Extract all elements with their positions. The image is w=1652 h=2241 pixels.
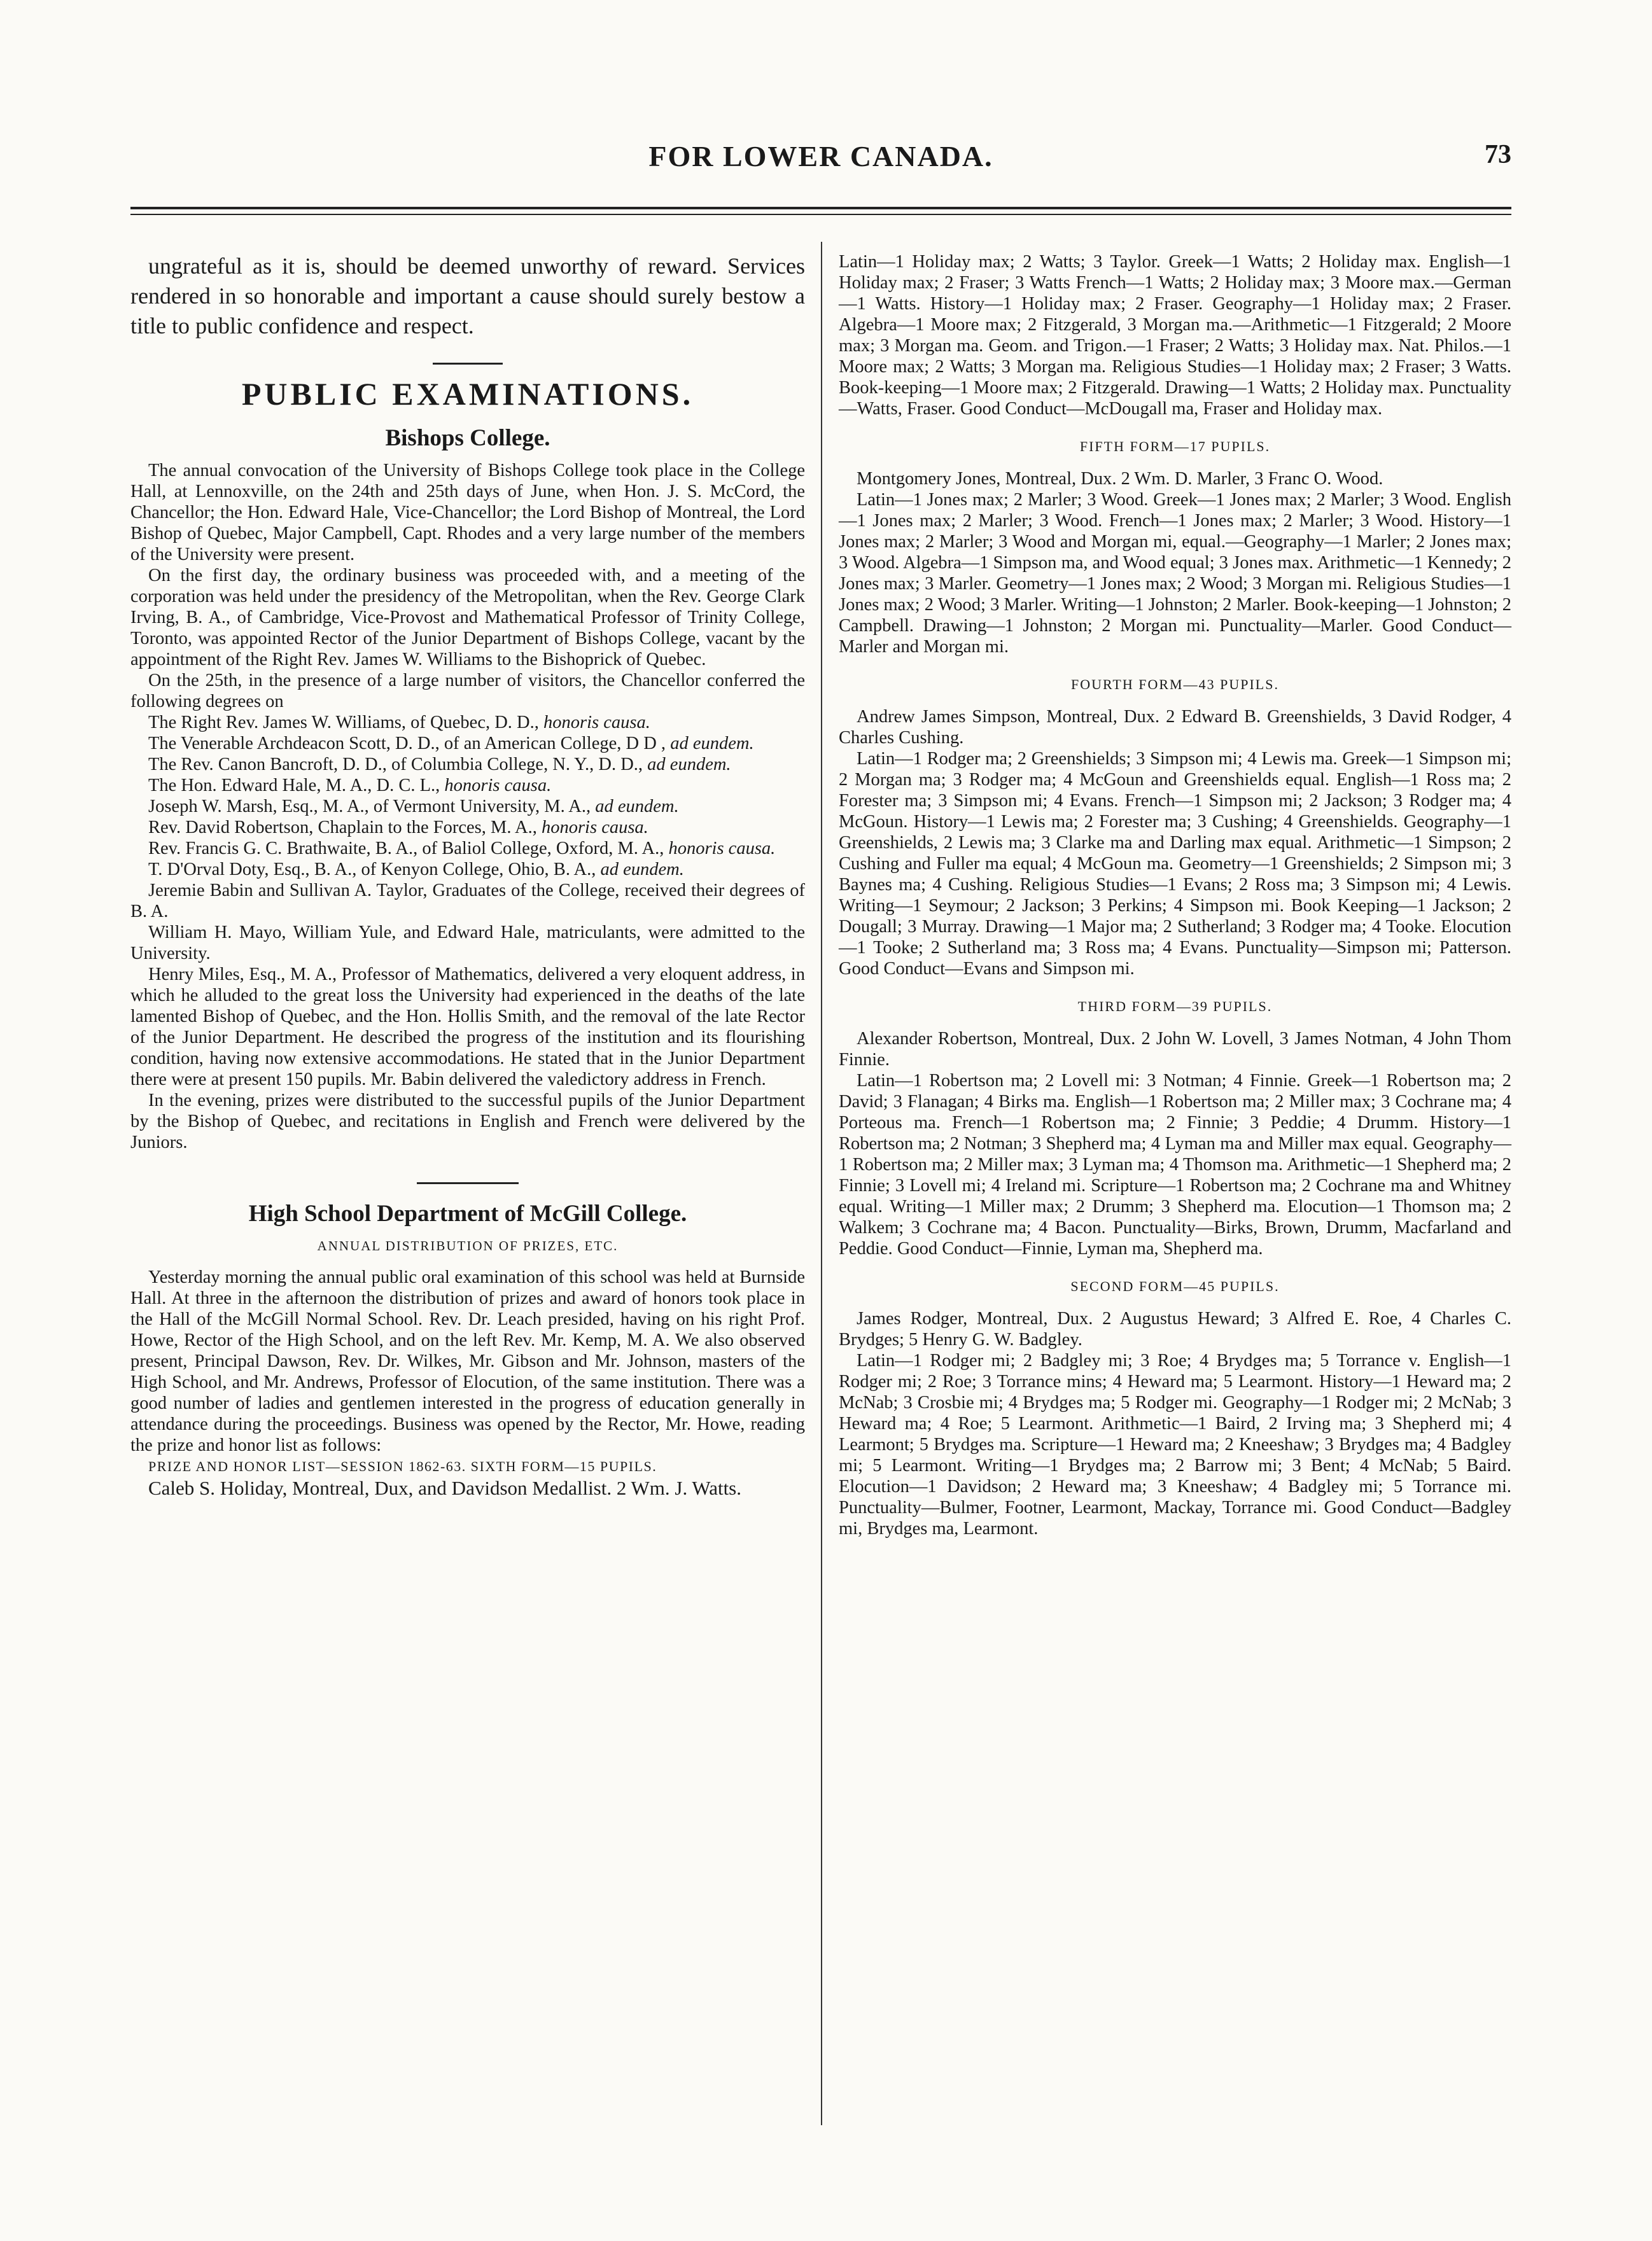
degree-entry: Joseph W. Marsh, Esq., M. A., of Vermont University, M. A., ad eundem. <box>148 797 679 816</box>
mcgill-subheading: ANNUAL DISTRIBUTION OF PRIZES, ETC. <box>317 1238 619 1253</box>
fourth-form-results: Latin—1 Rodger ma; 2 Greenshields; 3 Simpson mi; 4 Lewis ma. Greek—1 Simpson mi; 2 Morgan ma; 3 Rodger ma; 4 McGoun and Greenshields equal. English—1 Ross ma; 2 Forester ma; 3 Simpson mi; 4 Evans. French—1 Simpson mi; 2 Jackson; 3 Rodger ma; 4 McGoun. History—1 Lewis ma; 2 Forester ma; 3 Cushing; 4 Greenshields. Geography—1 Greenshields, 2 Lewis ma; 3 Clarke ma and Darling max equal. Arithmetic—1 Simpson; 2 Cushing and Fuller ma equal; 4 McGoun ma. Geometry—1 Greenshields; 2 Simpson mi; 3 Baynes ma; 4 Cushing. Religious Studies—1 Evans; 2 Ross ma; 3 Simpson mi; 4 Lewis. Writing—1 Seymour; 2 Jackson; 3 Perkins; 4 Simpson mi. Book Keeping—1 Jackson; 2 Dougall; 3 Murray. Drawing—1 Major ma; 2 Sutherland; 3 Rodger ma; 4 Tooke. Elocution—1 Tooke; 2 Sutherland ma; 3 Ross ma; 4 Evans. Punctuality—Simpson mi; Patterson. Good Conduct—Evans and Simpson mi. <box>839 749 1511 979</box>
paragraph: Yesterday morning the annual public oral examination of this school was held at Burnside Hall. At three in the afternoon the distribution of prizes and award of honors took place in the Hall of the McGill Normal School. Rev. Dr. Leach presided, having on his right Prof. Howe, Rector of the High School, and on the left Rev. Mr. Kemp, M. A. We also observed present, Principal Dawson, Rev. Dr. Wilkes, Mr. Gibson and Mr. Johnson, masters of the High School, and Mr. Andrews, Professor of Elocution, of the same institution. There was a good number of ladies and gentlemen interested in the progress of education generally in attendance during the proceedings. Business was opened by the Rector, Mr. Howe, reading the prize and honor list as follows: <box>130 1267 805 1455</box>
header-rule-thin <box>130 214 1511 215</box>
degree-entry: The Right Rev. James W. Williams, of Quebec, D. D., honoris causa. <box>148 713 650 732</box>
second-form-dux: James Rodger, Montreal, Dux. 2 Augustus Heward; 3 Alfred E. Roe, 4 Charles C. Brydges; 5 Henry G. W. Badgley. <box>839 1309 1511 1350</box>
paragraph: William H. Mayo, William Yule, and Edward Hale, matriculants, were admitted to the University. <box>130 923 805 963</box>
degree-entry: The Hon. Edward Hale, M. A., D. C. L., honoris causa. <box>148 776 552 795</box>
fourth-form-dux: Andrew James Simpson, Montreal, Dux. 2 Edward B. Greenshields, 3 David Rodger, 4 Charles Cushing. <box>839 707 1511 748</box>
paragraph: On the first day, the ordinary business was proceeded with, and a meeting of the corporation was held under the presidency of the Metropolitan, when the Rev. George Clark Irving, B. A., of Cambridge, Vice-Provost and Mathematical Professor of Trinity College, Toronto, was appointed Rector of the Junior Department of Bishops College, vacant by the appointment of the Right Rev. James W. Williams to the Bishoprick of Quebec. <box>130 566 805 669</box>
header-rule <box>130 207 1511 209</box>
bishops-heading: Bishops College. <box>385 425 550 451</box>
section-title: PUBLIC EXAMINATIONS. <box>241 376 694 412</box>
third-form-dux: Alexander Robertson, Montreal, Dux. 2 John W. Lovell, 3 James Notman, 4 John Thom Finnie. <box>839 1029 1511 1070</box>
paragraph: In the evening, prizes were distributed to the successful pupils of the Junior Department by the Bishop of Quebec, and recitations in English and French were delivered by the Juniors. <box>130 1091 805 1152</box>
right-column <box>839 251 1511 1539</box>
third-form-results: Latin—1 Robertson ma; 2 Lovell mi: 3 Notman; 4 Finnie. Greek—1 Robertson ma; 2 David; 3 Flanagan; 4 Birks ma. English—1 Robertson ma; 2 Miller max; 3 Cochrane ma; 4 Porteous ma. French—1 Robertson ma; 2 Finnie; 3 Peddie; 4 Drumm. History—1 Robertson ma; 2 Notman; 3 Shepherd ma; 4 Lyman ma and Miller max equal. Geography—1 Robertson ma; 2 Miller max; 3 Lyman ma; 4 Thomson ma. Arithmetic—1 Shepherd ma; 2 Finnie; 3 Lovell mi; 4 Ireland mi. Scripture—1 Robertson ma; 2 Cochrane ma and Whitney equal. Writing—1 Miller max; 2 Drumm; 3 Shepherd ma. Elocution—1 Thomson ma; 2 Walkem; 3 Cochrane ma; 4 Bacon. Punctuality—Birks, Brown, Drumm, Macfarland and Peddie. Good Conduct—Finnie, Lyman ma, Shepherd ma. <box>839 1071 1511 1259</box>
fifth-form-dux: Montgomery Jones, Montreal, Dux. 2 Wm. D. Marler, 3 Franc O. Wood. <box>857 469 1383 489</box>
section-separator <box>433 363 503 365</box>
section-separator <box>417 1182 519 1184</box>
sixth-form-dux: Caleb S. Holiday, Montreal, Dux, and Davidson Medallist. 2 Wm. J. Watts. <box>148 1477 741 1499</box>
second-form-heading: SECOND FORM—45 PUPILS. <box>1070 1278 1280 1294</box>
prize-list-heading: PRIZE AND HONOR LIST—SESSION 1862-63. SIXTH FORM—15 PUPILS. <box>148 1458 657 1474</box>
second-form-results: Latin—1 Rodger mi; 2 Badgley mi; 3 Roe; 4 Brydges ma; 5 Torrance v. English—1 Rodger mi; 2 Roe; 3 Torrance mins; 4 Heward ma; 5 Learmont. History—1 Heward ma; 2 McNab; 3 Crosbie mi; 4 Brydges ma; 5 Rodger mi. Geography—1 Rodger mi; 2 McNab; 3 Heward ma; 4 Roe; 5 Learmont. Arithmetic—1 Baird, 2 Irving ma; 3 Shepherd mi; 4 Learmont; 5 Brydges ma. Scripture—1 Heward ma; 2 Kneeshaw; 3 Brydges ma; 4 Badgley mi; 5 Learmont. Writing—1 Brydges ma; 2 Barrow mi; 3 Bent; 4 McNab; 5 Baird. Elocution—1 Davidson; 2 Heward ma; 3 Kneeshaw; 4 Badgley mi; 5 Torrance mi. Punctuality—Bulmer, Footner, Learmont, Mackay, Torrance mi. Good Conduct—Badgley mi, Brydges ma, Learmont. <box>839 1351 1511 1539</box>
running-head <box>130 130 1511 181</box>
mcgill-heading: High School Department of McGill College. <box>248 1201 687 1227</box>
third-form-heading: THIRD FORM—39 PUPILS. <box>1077 998 1273 1014</box>
left-column <box>130 251 805 1499</box>
sixth-form-results: Latin—1 Holiday max; 2 Watts; 3 Taylor. Greek—1 Watts; 2 Holiday max. English—1 Holiday max; 2 Fraser; 3 Watts French—1 Watts; 2 Holiday max; 3 Moore max.—German—1 Watts. History—1 Holiday max; 2 Fraser. Geography—1 Holiday max; 2 Fraser. Algebra—1 Moore max; 2 Fitzgerald, 3 Morgan ma.—Arithmetic—1 Fitzgerald; 2 Moore max; 3 Morgan ma. Geom. and Trigon.—1 Fraser; 2 Watts; 3 Holiday max. Nat. Philos.—1 Moore max; 2 Watts; 3 Morgan ma. Religious Studies—1 Holiday max; 2 Fraser; 3 Watts. Book-keeping—1 Moore max; 2 Fitzgerald. Drawing—1 Watts; 2 Holiday max. Punctuality—Watts, Fraser. Good Conduct—McDougall ma, Fraser and Holiday max. <box>839 252 1511 419</box>
paragraph: On the 25th, in the presence of a large number of visitors, the Chancellor conferred the following degrees on <box>130 671 805 711</box>
column-divider <box>821 242 822 2125</box>
running-title: FOR LOWER CANADA. <box>648 140 993 172</box>
degree-entry: T. D'Orval Doty, Esq., B. A., of Kenyon College, Ohio, B. A., ad eundem. <box>148 860 684 879</box>
fifth-form-heading: FIFTH FORM—17 PUPILS. <box>1079 438 1271 454</box>
page-number: 73 <box>1485 140 1511 169</box>
intro-paragraph: ungrateful as it is, should be deemed unworthy of reward. Services rendered in so honorable and important a cause should surely bestow a title to public confidence and respect. <box>130 253 805 339</box>
fourth-form-heading: FOURTH FORM—43 PUPILS. <box>1071 676 1279 692</box>
paragraph: Jeremie Babin and Sullivan A. Taylor, Graduates of the College, received their degrees of B. A. <box>130 881 805 921</box>
paragraph: The annual convocation of the University of Bishops College took place in the College Hall, at Lennoxville, on the 24th and 25th days of June, when Hon. J. S. McCord, the Chancellor; the Hon. Edward Hale, Vice-Chancellor; the Lord Bishop of Montreal, the Lord Bishop of Quebec, Major Campbell, Capt. Rhodes and a very large number of the members of the University were present. <box>130 461 805 564</box>
degree-entry: Rev. Francis G. C. Brathwaite, B. A., of Baliol College, Oxford, M. A., honoris causa. <box>148 839 776 858</box>
fifth-form-results: Latin—1 Jones max; 2 Marler; 3 Wood. Greek—1 Jones max; 2 Marler; 3 Wood. English—1 Jones max; 2 Marler; 3 Wood. French—1 Jones max; 2 Marler; 3 Wood. History—1 Jones max; 2 Marler; 3 Wood and Morgan mi, equal.—Geography—1 Marler; 2 Jones max; 3 Wood. Algebra—1 Simpson ma, and Wood equal; 3 Jones max. Arithmetic—1 Kennedy; 2 Jones max; 3 Marler. Geometry—1 Jones max; 2 Wood; 3 Morgan mi. Religious Studies—1 Jones max; 2 Wood; 3 Marler. Writing—1 Johnston; 2 Marler. Book-keeping—1 Johnston; 2 Campbell. Drawing—1 Johnston; 2 Morgan mi. Punctuality—Marler. Good Conduct—Marler and Morgan mi. <box>839 490 1511 657</box>
degree-entry: The Rev. Canon Bancroft, D. D., of Columbia College, N. Y., D. D., ad eundem. <box>148 755 731 774</box>
degree-entry: Rev. David Robertson, Chaplain to the Forces, M. A., honoris causa. <box>148 818 648 837</box>
paragraph: Henry Miles, Esq., M. A., Professor of Mathematics, delivered a very eloquent address, in which he alluded to the great loss the University had experienced in the deaths of the late lamented Bishop of Quebec, and the Hon. Hollis Smith, and the removal of the late Rector of the Junior Department. He described the progress of the institution and its flourishing condition, having now extensive accommodations. He stated that in the Junior Department there were at present 150 pupils. Mr. Babin delivered the valedictory address in French. <box>130 965 805 1089</box>
degree-entry: The Venerable Archdeacon Scott, D. D., of an American College, D D , ad eundem. <box>148 734 754 753</box>
